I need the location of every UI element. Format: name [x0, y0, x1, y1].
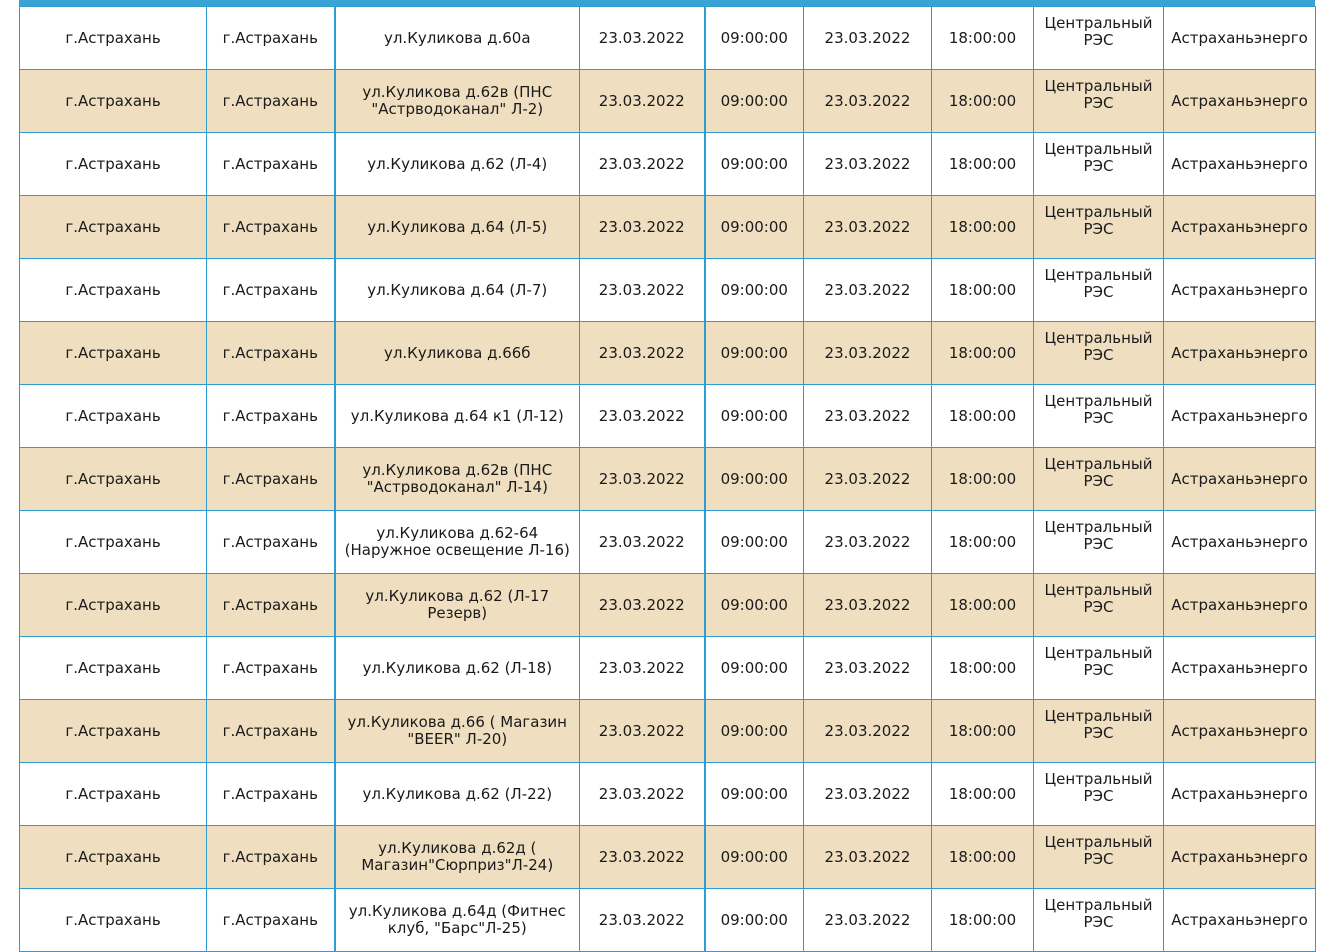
cell-region: г.Астрахань	[20, 637, 207, 700]
cell-region: г.Астрахань	[20, 7, 207, 70]
cell-company: Астраханьэнерго	[1164, 889, 1316, 952]
cell-company: Астраханьэнерго	[1164, 574, 1316, 637]
cell-end-date: 23.03.2022	[804, 70, 932, 133]
cell-company: Астраханьэнерго	[1164, 763, 1316, 826]
cell-region: г.Астрахань	[20, 511, 207, 574]
cell-address: ул.Куликова д.64д (Фитнес клуб, "Барс"Л-25)	[335, 889, 580, 952]
cell-start-date: 23.03.2022	[580, 763, 705, 826]
cell-region: г.Астрахань	[20, 700, 207, 763]
cell-end-date: 23.03.2022	[804, 448, 932, 511]
cell-locality: г.Астрахань	[207, 133, 335, 196]
cell-company: Астраханьэнерго	[1164, 7, 1316, 70]
table-row	[20, 196, 1316, 259]
cell-company: Астраханьэнерго	[1164, 700, 1316, 763]
cell-end-time: 18:00:00	[932, 889, 1034, 952]
cell-end-date: 23.03.2022	[804, 574, 932, 637]
cell-start-date: 23.03.2022	[580, 196, 705, 259]
cell-company: Астраханьэнерго	[1164, 637, 1316, 700]
cell-end-date: 23.03.2022	[804, 385, 932, 448]
cell-company: Астраханьэнерго	[1164, 70, 1316, 133]
cell-start-date: 23.03.2022	[580, 70, 705, 133]
cell-address: ул.Куликова д.62 (Л-18)	[335, 637, 580, 700]
cell-end-date: 23.03.2022	[804, 637, 932, 700]
cell-end-time: 18:00:00	[932, 700, 1034, 763]
cell-end-time: 18:00:00	[932, 574, 1034, 637]
cell-start-time: 09:00:00	[705, 322, 804, 385]
cell-res: Центральный РЭС	[1034, 385, 1164, 448]
cell-region: г.Астрахань	[20, 259, 207, 322]
cell-res: Центральный РЭС	[1034, 511, 1164, 574]
cell-res: Центральный РЭС	[1034, 574, 1164, 637]
cell-res: Центральный РЭС	[1034, 700, 1164, 763]
cell-start-time: 09:00:00	[705, 448, 804, 511]
table-row	[20, 448, 1316, 511]
cell-res: Центральный РЭС	[1034, 889, 1164, 952]
cell-res: Центральный РЭС	[1034, 826, 1164, 889]
cell-start-date: 23.03.2022	[580, 7, 705, 70]
cell-res: Центральный РЭС	[1034, 448, 1164, 511]
cell-region: г.Астрахань	[20, 826, 207, 889]
cell-locality: г.Астрахань	[207, 574, 335, 637]
cell-locality: г.Астрахань	[207, 7, 335, 70]
table-row	[20, 700, 1316, 763]
cell-company: Астраханьэнерго	[1164, 259, 1316, 322]
cell-start-date: 23.03.2022	[580, 700, 705, 763]
cell-address: ул.Куликова д.62в (ПНС "Астрводоканал" Л-2)	[335, 70, 580, 133]
cell-region: г.Астрахань	[20, 385, 207, 448]
cell-region: г.Астрахань	[20, 763, 207, 826]
cell-region: г.Астрахань	[20, 70, 207, 133]
cell-start-date: 23.03.2022	[580, 637, 705, 700]
cell-address: ул.Куликова д.62д ( Магазин"Сюрприз"Л-24)	[335, 826, 580, 889]
table-row	[20, 7, 1316, 70]
table-row	[20, 574, 1316, 637]
cell-start-time: 09:00:00	[705, 826, 804, 889]
cell-res: Центральный РЭС	[1034, 196, 1164, 259]
cell-locality: г.Астрахань	[207, 385, 335, 448]
cell-start-date: 23.03.2022	[580, 322, 705, 385]
cell-company: Астраханьэнерго	[1164, 322, 1316, 385]
cell-start-time: 09:00:00	[705, 7, 804, 70]
table-row	[20, 385, 1316, 448]
cell-locality: г.Астрахань	[207, 637, 335, 700]
cell-locality: г.Астрахань	[207, 448, 335, 511]
cell-company: Астраханьэнерго	[1164, 826, 1316, 889]
cell-end-date: 23.03.2022	[804, 7, 932, 70]
cell-start-date: 23.03.2022	[580, 511, 705, 574]
cell-end-date: 23.03.2022	[804, 511, 932, 574]
cell-start-time: 09:00:00	[705, 700, 804, 763]
table-body	[20, 7, 1316, 952]
cell-res: Центральный РЭС	[1034, 70, 1164, 133]
table-row	[20, 259, 1316, 322]
cell-locality: г.Астрахань	[207, 511, 335, 574]
cell-end-time: 18:00:00	[932, 637, 1034, 700]
cell-address: ул.Куликова д.62 (Л-17 Резерв)	[335, 574, 580, 637]
cell-address: ул.Куликова д.64 к1 (Л-12)	[335, 385, 580, 448]
cell-start-date: 23.03.2022	[580, 889, 705, 952]
cell-locality: г.Астрахань	[207, 196, 335, 259]
cell-res: Центральный РЭС	[1034, 133, 1164, 196]
cell-res: Центральный РЭС	[1034, 259, 1164, 322]
cell-start-time: 09:00:00	[705, 133, 804, 196]
table-row	[20, 889, 1316, 952]
cell-start-date: 23.03.2022	[580, 133, 705, 196]
cell-start-date: 23.03.2022	[580, 259, 705, 322]
cell-locality: г.Астрахань	[207, 763, 335, 826]
cell-company: Астраханьэнерго	[1164, 511, 1316, 574]
cell-start-time: 09:00:00	[705, 385, 804, 448]
cell-start-time: 09:00:00	[705, 259, 804, 322]
cell-end-time: 18:00:00	[932, 7, 1034, 70]
cell-start-time: 09:00:00	[705, 574, 804, 637]
cell-res: Центральный РЭС	[1034, 7, 1164, 70]
cell-region: г.Астрахань	[20, 574, 207, 637]
cell-end-time: 18:00:00	[932, 763, 1034, 826]
cell-start-date: 23.03.2022	[580, 574, 705, 637]
cell-company: Астраханьэнерго	[1164, 196, 1316, 259]
cell-end-time: 18:00:00	[932, 448, 1034, 511]
table-row	[20, 70, 1316, 133]
cell-start-time: 09:00:00	[705, 889, 804, 952]
cell-start-time: 09:00:00	[705, 196, 804, 259]
cell-locality: г.Астрахань	[207, 889, 335, 952]
cell-end-time: 18:00:00	[932, 385, 1034, 448]
cell-res: Центральный РЭС	[1034, 637, 1164, 700]
cell-end-date: 23.03.2022	[804, 889, 932, 952]
cell-end-time: 18:00:00	[932, 70, 1034, 133]
cell-end-date: 23.03.2022	[804, 259, 932, 322]
cell-res: Центральный РЭС	[1034, 322, 1164, 385]
table-row	[20, 322, 1316, 385]
table-row	[20, 511, 1316, 574]
cell-company: Астраханьэнерго	[1164, 448, 1316, 511]
cell-region: г.Астрахань	[20, 322, 207, 385]
cell-end-date: 23.03.2022	[804, 826, 932, 889]
cell-res: Центральный РЭС	[1034, 763, 1164, 826]
cell-end-time: 18:00:00	[932, 259, 1034, 322]
cell-start-date: 23.03.2022	[580, 385, 705, 448]
table-row	[20, 637, 1316, 700]
cell-end-time: 18:00:00	[932, 196, 1034, 259]
cell-company: Астраханьэнерго	[1164, 133, 1316, 196]
cell-start-date: 23.03.2022	[580, 826, 705, 889]
cell-address: ул.Куликова д.66 ( Магазин "BEER" Л-20)	[335, 700, 580, 763]
cell-address: ул.Куликова д.66б	[335, 322, 580, 385]
cell-address: ул.Куликова д.62 (Л-22)	[335, 763, 580, 826]
cell-region: г.Астрахань	[20, 196, 207, 259]
cell-locality: г.Астрахань	[207, 70, 335, 133]
cell-end-time: 18:00:00	[932, 511, 1034, 574]
outage-table	[19, 6, 1316, 952]
cell-locality: г.Астрахань	[207, 700, 335, 763]
cell-locality: г.Астрахань	[207, 259, 335, 322]
cell-locality: г.Астрахань	[207, 826, 335, 889]
cell-address: ул.Куликова д.62-64 (Наружное освещение Л-16)	[335, 511, 580, 574]
table-row	[20, 763, 1316, 826]
cell-end-date: 23.03.2022	[804, 133, 932, 196]
cell-start-time: 09:00:00	[705, 511, 804, 574]
cell-end-date: 23.03.2022	[804, 763, 932, 826]
cell-end-date: 23.03.2022	[804, 196, 932, 259]
cell-address: ул.Куликова д.62 (Л-4)	[335, 133, 580, 196]
cell-end-time: 18:00:00	[932, 133, 1034, 196]
cell-start-time: 09:00:00	[705, 637, 804, 700]
cell-end-time: 18:00:00	[932, 322, 1034, 385]
cell-end-date: 23.03.2022	[804, 700, 932, 763]
cell-start-date: 23.03.2022	[580, 448, 705, 511]
cell-address: ул.Куликова д.62в (ПНС "Астрводоканал" Л-14)	[335, 448, 580, 511]
cell-address: ул.Куликова д.60а	[335, 7, 580, 70]
cell-region: г.Астрахань	[20, 133, 207, 196]
cell-start-time: 09:00:00	[705, 70, 804, 133]
cell-end-date: 23.03.2022	[804, 322, 932, 385]
cell-company: Астраханьэнерго	[1164, 385, 1316, 448]
cell-region: г.Астрахань	[20, 889, 207, 952]
cell-address: ул.Куликова д.64 (Л-7)	[335, 259, 580, 322]
cell-start-time: 09:00:00	[705, 763, 804, 826]
table-row	[20, 826, 1316, 889]
cell-locality: г.Астрахань	[207, 322, 335, 385]
cell-region: г.Астрахань	[20, 448, 207, 511]
table-row	[20, 133, 1316, 196]
cell-end-time: 18:00:00	[932, 826, 1034, 889]
cell-address: ул.Куликова д.64 (Л-5)	[335, 196, 580, 259]
